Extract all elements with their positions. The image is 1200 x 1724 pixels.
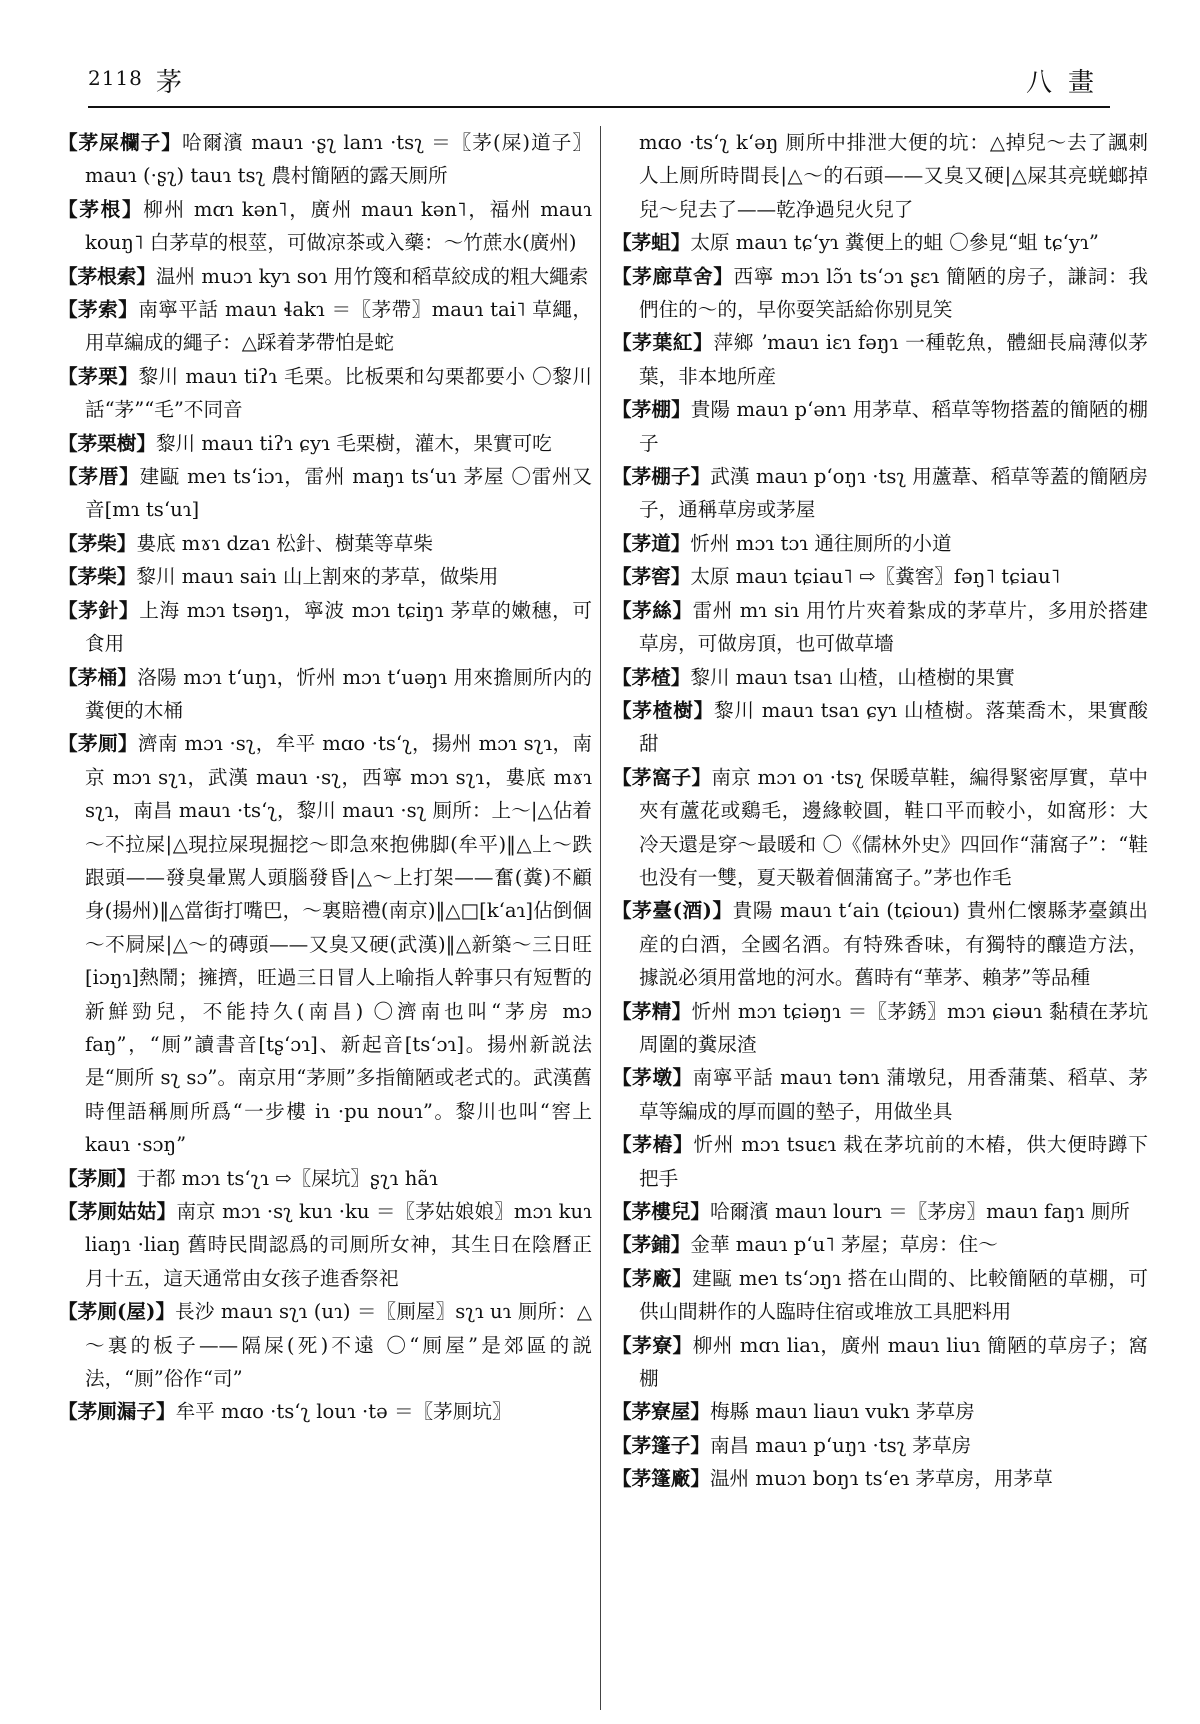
- dictionary-entry: [58, 293, 592, 360]
- dictionary-entry: [58, 661, 592, 728]
- entry-definition: 太原 mauɿ tɕʻyɿ 糞便上的蛆 〇參見“蛆 tɕʻyɿ”: [690, 231, 1099, 255]
- entry-definition: 婁底 mɤɿ dzaɿ 松針、樹葉等草柴: [136, 531, 433, 555]
- entry-definition: 柳州 mɑɿ kən˥，廣州 mauɿ kən˥，福州 mauɿ kouŋ˥ 白茅草的根莖，可做凉茶或入藥：～竹蔗水(廣州): [85, 197, 592, 255]
- entry-definition: 牟平 mɑo ·tsʻʅ louɿ ·tə ＝〖茅厠坑〗: [175, 1400, 512, 1424]
- dictionary-entry: [58, 1195, 592, 1295]
- entry-definition: 黎川 mauɿ tsaɿ 山楂，山楂樹的果實: [690, 665, 1015, 689]
- entry-headword: 【茅寮屋】: [612, 1400, 710, 1424]
- dictionary-entry: [612, 460, 1148, 527]
- entry-definition: mɑo ·tsʻʅ kʻəŋ 厠所中排泄大便的坑：△掉兒～去了諷刺人上厠所時間長|△～的石頭——又臭又硬|△屎其亮蜣螂掉兒～兒去了——乾净過兒火兒了: [639, 131, 1148, 221]
- entry-location: 哈爾濱: [181, 131, 252, 154]
- entry-headword: 【茅根】: [58, 197, 144, 221]
- entry-definition: 上海 mɔɿ tsəŋɿ，寧波 mɔɿ tɕiŋɿ 茅草的嫩穗，可食用: [85, 598, 592, 656]
- entry-definition: 梅縣 mauɿ liauɿ vukɿ 茅草房: [709, 1400, 975, 1424]
- entry-definition: 柳州 mɑɿ liaɿ，廣州 mauɿ liuɿ 簡陋的草房子；窩棚: [639, 1333, 1148, 1391]
- entry-definition: 西寧 mɔɿ lɔ̃ɿ tsʻɔɿ ʂɛɿ 簡陋的房子，謙詞：我們住的～的，早你耍笑話給你别見笑: [639, 264, 1148, 322]
- entry-definition: 南京 mɔɿ ·sʅ kuɿ ·ku ＝〖茅姑娘娘〗mɔɿ kuɿ liaŋɿ ·liaŋ 舊時民間認爲的司厠所女神，其生日在陰曆正月十五，這天通常由女孩子進香祭祀: [85, 1200, 592, 1290]
- dictionary-entry: [612, 894, 1148, 994]
- entry-headword: 【茅葉紅】: [612, 331, 714, 355]
- dictionary-entry: [612, 761, 1148, 895]
- entry-definition: 黎川 mauɿ tiʔɿ 毛栗。比板栗和勾栗都要小 〇黎川話“茅”“毛”不同音: [85, 364, 592, 422]
- entry-definition: 黎川 mauɿ saiɿ 山上割來的茅草，做柴用: [136, 565, 499, 589]
- entry-headword: 【茅廠】: [612, 1266, 693, 1290]
- entry-headword: 【茅栗】: [58, 364, 139, 388]
- entry-headword: 【茅墩】: [612, 1066, 693, 1090]
- entry-headword: 【茅厠】: [58, 1166, 137, 1190]
- header-rule: [88, 106, 1110, 108]
- entry-definition: mauɿ ·ʂʅ lanɿ ·tsʅ ＝〖茅(屎)道子〗mauɿ (·ʂʅ) tauɿ tsʅ 農村簡陋的露天厠所: [85, 131, 592, 188]
- entry-definition: 南寧平話 mauɿ ɬakɿ ＝〖茅帶〗mauɿ tai˥ 草繩，用草編成的繩子：△踩着茅帶怕是蛇: [85, 298, 592, 355]
- entry-headword: 【茅棚子】: [612, 465, 711, 489]
- entry-definition: 太原 mauɿ tɕiau˥ ⇨〖糞窖〗fəŋ˥ tɕiau˥: [690, 565, 1061, 589]
- dictionary-entry: [612, 393, 1148, 460]
- entry-definition: 建甌 meɿ tsʻiɔɿ，雷州 maŋɿ tsʻuɿ 茅屋 〇雷州又音[mɿ tsʻuɿ]: [85, 465, 592, 522]
- dictionary-entry: [612, 1395, 1148, 1428]
- entry-definition: 武漢 mauɿ pʻoŋɿ ·tsʅ 用蘆葦、稻草等蓋的簡陋房子，通稱草房或茅屋: [639, 465, 1148, 522]
- entry-definition: 萍鄉 ʼmauɿ iɛɿ fəŋɿ 一種乾魚，體細長扁薄似茅葉，非本地所産: [639, 331, 1148, 388]
- dictionary-entry: [58, 527, 592, 560]
- entry-headword: 【茅棚】: [612, 398, 691, 422]
- dictionary-entry: [58, 1395, 592, 1428]
- entry-headword: 【茅桶】: [58, 665, 138, 689]
- page-number: 2118: [88, 66, 143, 90]
- entry-headword: 【茅針】: [58, 598, 140, 622]
- dictionary-entry: [612, 1195, 1148, 1228]
- dictionary-entry: [612, 1262, 1148, 1329]
- entry-headword: 【茅蛆】: [612, 231, 691, 255]
- dictionary-entry: [612, 995, 1148, 1062]
- entry-definition: 温州 muɔɿ boŋɿ tsʻeɿ 茅草房，用茅草: [709, 1467, 1053, 1491]
- dictionary-entry: [58, 1295, 592, 1395]
- entry-definition: 忻州 mɔɿ tɕiəŋɿ ＝〖茅銹〗mɔɿ ɕiəuɿ 黏積在茅坑周圍的糞尿渣: [639, 999, 1148, 1056]
- entry-definition: 雷州 mɿ siɿ 用竹片夾着紮成的茅草片，多用於搭建草房，可做房頂，也可做草墻: [639, 598, 1148, 656]
- entry-headword: 【茅索】: [58, 298, 139, 322]
- entry-definition: 貴陽 mauɿ pʻənɿ 用茅草、稻草等物搭蓋的簡陋的棚子: [639, 398, 1148, 455]
- entry-definition: 哈爾濱 mauɿ lourɿ ＝〖茅房〗mauɿ faŋɿ 厠所: [709, 1200, 1130, 1223]
- entry-headword: 【茅楂】: [612, 665, 691, 689]
- entry-definition: 忻州 mɔɿ tɔɿ 通往厠所的小道: [690, 531, 952, 555]
- right-column: [612, 126, 1148, 1710]
- entry-definition: 南京 mɔɿ oɿ ·tsʅ 保暖草鞋，編得緊密厚實，草中夾有蘆花或鷄毛，邊緣較圓，鞋口平而較小，如窩形：大冷天還是穿～最暖和 〇《儒林外史》四回作“蒲窩子”：“鞋也没有一雙，夏天靸着個蒲窩子。”茅也作毛: [639, 765, 1148, 889]
- dictionary-entry: [612, 1128, 1148, 1195]
- dictionary-entry: [612, 594, 1148, 661]
- entry-definition: 南昌 mauɿ pʻuŋɿ ·tsʅ 茅草房: [709, 1433, 972, 1457]
- dictionary-entry: [612, 1429, 1148, 1462]
- entry-headword: 【茅篷子】: [612, 1433, 710, 1457]
- entry-headword: 【茅厠漏子】: [58, 1400, 176, 1424]
- entry-headword: 【茅厠】: [58, 732, 138, 756]
- page-header: [88, 62, 1110, 102]
- dictionary-entry: [612, 1462, 1148, 1495]
- dictionary-entry: [612, 1061, 1148, 1128]
- entry-definition: 南寧平話 mauɿ tənɿ 蒲墩兒，用香蒲葉、稻草、茅草等編成的厚而圓的墊子，用做坐具: [639, 1066, 1148, 1123]
- entry-headword: 【茅厝】: [58, 465, 140, 489]
- entry-headword: 【茅柴】: [58, 531, 137, 555]
- dictionary-entry: [612, 527, 1148, 560]
- left-column: [58, 126, 592, 1710]
- entry-headword: 【茅絲】: [612, 598, 693, 622]
- dictionary-entry: [58, 360, 592, 427]
- dictionary-entry: [58, 460, 592, 527]
- dictionary-entry: [612, 226, 1148, 259]
- entry-definition: 洛陽 mɔɿ tʻuŋɿ，忻州 mɔɿ tʻuəŋɿ 用來擔厠所内的糞便的木桶: [85, 665, 592, 722]
- dictionary-entry: [612, 126, 1148, 226]
- entry-definition: 忻州 mɔɿ tsuɛɿ 栽在茅坑前的木樁，供大便時蹲下把手: [639, 1133, 1148, 1190]
- dictionary-entry: [612, 1228, 1148, 1261]
- entry-definition: 温州 muɔɿ kyɿ soɿ 用竹篾和稻草絞成的粗大繩索: [155, 264, 589, 288]
- entry-definition: 長沙 mauɿ sʅɿ (uɿ) ＝〖厠屋〗sʅɿ uɿ 厠所：△～裏的板子——隔屎(死)不遠 〇“厠屋”是郊區的説法，“厠”俗作“司”: [85, 1300, 592, 1391]
- entry-headword: 【茅窩子】: [612, 765, 712, 789]
- dictionary-entry: [58, 560, 592, 593]
- dictionary-entry: [612, 326, 1148, 393]
- dictionary-entry: [612, 560, 1148, 593]
- dictionary-entry: [612, 260, 1148, 327]
- entry-headword: 【茅厠(屋)】: [58, 1300, 176, 1324]
- dictionary-entry: [58, 260, 592, 293]
- entry-definition: 于都 mɔɿ tsʻʅɿ ⇨〖屎坑〗ʂʅɿ hãɿ: [136, 1166, 438, 1190]
- entry-headword: 【茅廊草舍】: [612, 264, 734, 288]
- entry-headword: 【茅臺(酒)】: [612, 899, 733, 923]
- entry-headword: 【茅寮】: [612, 1333, 693, 1357]
- entry-headword: 【茅精】: [612, 999, 692, 1023]
- entry-definition: 貴陽 mauɿ tʻaiɿ (tɕiouɿ) 貴州仁懷縣茅臺鎮出産的白酒，全國名酒。有特殊香味，有獨特的釀造方法，據説必須用當地的河水。舊時有“華茅、賴茅”等品種: [639, 899, 1148, 990]
- entry-definition: 金華 mauɿ pʻu˥ 茅屋；草房：住～: [690, 1233, 998, 1257]
- entry-definition: 建甌 meɿ tsʻɔŋɿ 搭在山間的、比較簡陋的草棚，可供山間耕作的人臨時住宿或堆放工具肥料用: [639, 1266, 1148, 1324]
- dictionary-entry: [58, 126, 592, 193]
- entry-headword: 【茅窖】: [612, 565, 691, 589]
- dictionary-entry: [58, 1162, 592, 1195]
- entry-definition: 黎川 mauɿ tsaɿ ɕyɿ 山楂樹。落葉喬木，果實酸甜: [639, 698, 1148, 756]
- dictionary-entry: [58, 594, 592, 661]
- entry-headword: 【茅楂樹】: [612, 698, 714, 722]
- entry-headword: 【茅厠姑姑】: [58, 1200, 177, 1223]
- entry-definition: 濟南 mɔɿ ·sʅ，牟平 mɑo ·tsʻʅ，揚州 mɔɿ sʅɿ，南京 mɔɿ sʅɿ，武漢 mauɿ ·sʅ，西寧 mɔɿ sʅɿ，婁底 mɤɿ sʅɿ，南昌 mauɿ ·tsʻʅ，黎川 mauɿ ·sʅ 厠所：上～|△佔着～不拉屎|△現拉屎現掘挖～即急來抱佛脚(牟平)‖△上～跌跟頭——發臭暈駡人頭腦發昏|△～上打架——奮(糞)不顧身(揚州)‖△當街打嘴巴，～裏賠禮(南京)‖△□[kʻaɿ]佔倒個～不屙屎|△～的磚頭——又臭又硬(武漢)‖△新築～三日旺[iɔŋɿ]熱鬧；擁擠，旺過三日冒人上喻指人幹事只有短暫的新鮮勁兒，不能持久(南昌) 〇濟南也叫“茅房 mɔ faŋ”，“厠”讀書音[tʂʻɔɿ]、新起音[tsʻɔɿ]。揚州新説法是“厠所 sʅ sɔ”。南京用“茅厠”多指簡陋或老式的。武漢舊時俚語稱厠所爲“一步樓 iɿ ·pu nouɿ”。黎川也叫“窖上 kauɿ ·sɔŋ”: [85, 732, 592, 1157]
- entry-headword: 【茅篷廠】: [612, 1467, 710, 1491]
- entry-headword: 【茅柴】: [58, 565, 137, 589]
- entry-headword: 【茅鋪】: [612, 1233, 691, 1257]
- entry-headword: 【茅栗樹】: [58, 431, 156, 455]
- entry-headword: 【茅樓兒】: [612, 1200, 710, 1223]
- entry-headword: 【茅道】: [612, 531, 691, 555]
- dictionary-entry: [58, 427, 592, 460]
- entry-headword: 【茅根索】: [58, 264, 156, 288]
- header-character: 茅: [156, 68, 183, 98]
- dictionary-entry: [612, 694, 1148, 761]
- dictionary-entry: [612, 661, 1148, 694]
- column-divider: [600, 126, 601, 1710]
- entry-definition: 黎川 mauɿ tiʔɿ ɕyɿ 毛栗樹，灌木，果實可吃: [155, 431, 552, 455]
- entry-headword: 【茅樁】: [612, 1133, 694, 1157]
- entry-headword: 【茅屎欄子】: [58, 131, 182, 154]
- dictionary-entry: [58, 193, 592, 260]
- stroke-count-label: 八畫: [1025, 68, 1110, 98]
- dictionary-entry: [58, 727, 592, 1161]
- dictionary-entry: [612, 1329, 1148, 1396]
